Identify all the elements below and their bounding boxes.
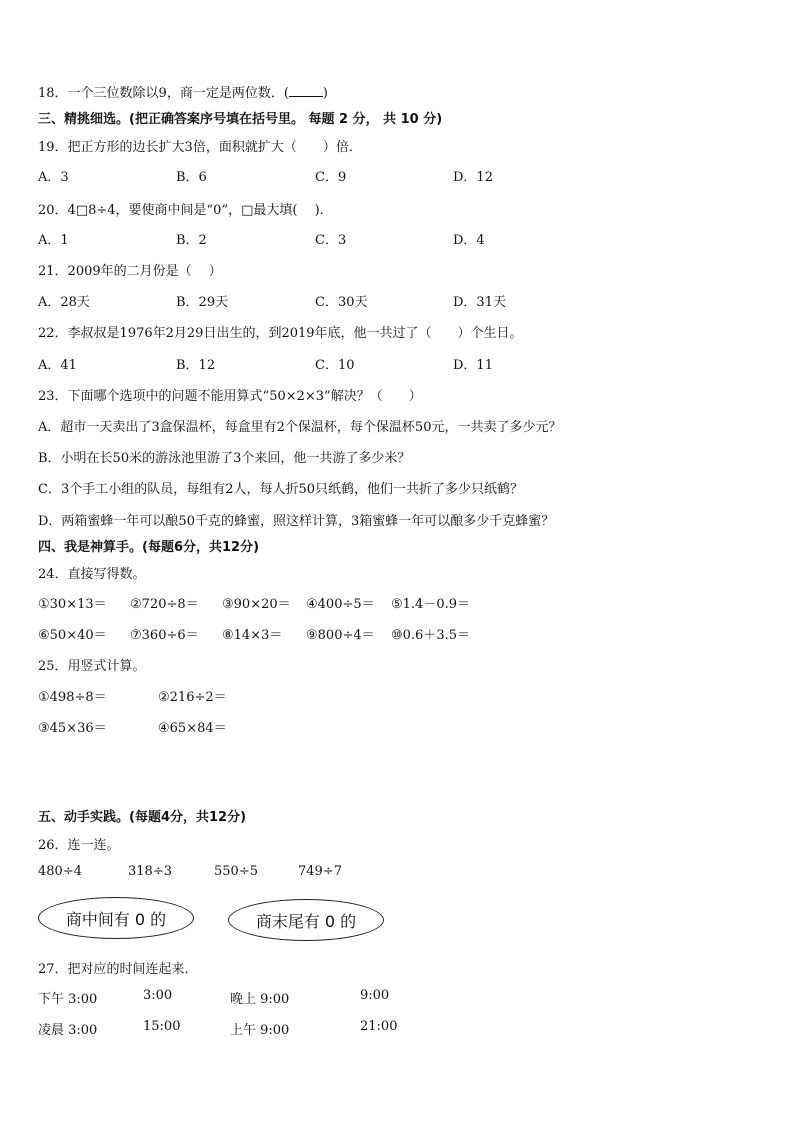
q25-item-2[interactable]: ②216÷2＝	[158, 690, 227, 705]
q23-option-a[interactable]: A．超市一天卖出了3盒保温杯，每盒里有2个保温杯，每个保温杯50元，一共卖了多少元？	[38, 420, 562, 435]
q27-time-4[interactable]: 9:00	[360, 988, 390, 1003]
section-3-heading: 三、精挑细选。(把正确答案序号填在括号里。 每题 2 分， 共 10 分)	[38, 112, 443, 127]
q19-option-b[interactable]: B．6	[176, 170, 207, 185]
question-18	[38, 82, 328, 101]
q26-expression-4[interactable]: 749÷7	[298, 864, 342, 879]
q21-option-a[interactable]: A．28天	[38, 295, 90, 310]
section-5-heading: 五、动手实践。(每题4分，共12分)	[38, 810, 247, 825]
q27-time-1[interactable]: 下午 3:00	[38, 992, 98, 1007]
question-25-stem: 25．用竖式计算。	[38, 659, 146, 674]
q22-option-b[interactable]: B．12	[176, 358, 216, 373]
q20-option-a[interactable]: A．1	[38, 233, 69, 248]
q24-item-9[interactable]: ⑨800÷4＝	[306, 628, 375, 643]
question-18-text: 18．一个三位数除以9，商一定是两位数．(	[38, 86, 289, 101]
q19-option-a[interactable]: A．3	[38, 170, 69, 185]
question-19-stem: 19．把正方形的边长扩大3倍，面积就扩大（ ）倍．	[38, 140, 362, 155]
q25-item-3[interactable]: ③45×36＝	[38, 721, 107, 736]
q24-item-4[interactable]: ④400÷5＝	[306, 597, 375, 612]
question-22-stem: 22．李叔叔是1976年2月29日出生的，到2019年底，他一共过了（ ）个生日。	[38, 326, 523, 341]
q24-item-2[interactable]: ②720÷8＝	[130, 597, 199, 612]
q27-time-7[interactable]: 上午 9:00	[230, 1023, 290, 1038]
q20-option-d[interactable]: D．4	[453, 233, 485, 248]
q22-option-a[interactable]: A．41	[38, 358, 77, 373]
q20-option-c[interactable]: C．3	[315, 233, 347, 248]
q25-item-4[interactable]: ④65×84＝	[158, 721, 227, 736]
q24-item-7[interactable]: ⑦360÷6＝	[130, 628, 199, 643]
quotient-middle-zero-ellipse[interactable]	[38, 897, 194, 939]
q19-option-c[interactable]: C．9	[315, 170, 347, 185]
question-18-close: )	[322, 86, 328, 101]
question-21-stem: 21．2009年的二月份是（ ）	[38, 264, 222, 279]
q21-option-d[interactable]: D．31天	[453, 295, 506, 310]
q27-time-8[interactable]: 21:00	[360, 1019, 398, 1034]
q27-time-3[interactable]: 晚上 9:00	[230, 992, 290, 1007]
question-23-stem: 23．下面哪个选项中的问题不能用算式“50×2×3”解决？（ ）	[38, 389, 422, 404]
q26-expression-1[interactable]: 480÷4	[38, 864, 82, 879]
q24-item-6[interactable]: ⑥50×40＝	[38, 628, 107, 643]
q24-item-1[interactable]: ①30×13＝	[38, 597, 107, 612]
q27-time-6[interactable]: 15:00	[143, 1019, 181, 1034]
q24-item-5[interactable]: ⑤1.4－0.9＝	[391, 597, 471, 612]
q21-option-c[interactable]: C．30天	[315, 295, 368, 310]
q24-item-8[interactable]: ⑧14×3＝	[222, 628, 283, 643]
q23-option-d[interactable]: D．两箱蜜蜂一年可以酿50千克的蜂蜜，照这样计算，3箱蜜蜂一年可以酿多少千克蜂蜜？	[38, 514, 555, 529]
q25-item-1[interactable]: ①498÷8＝	[38, 690, 107, 705]
question-26-stem: 26．连一连。	[38, 838, 120, 853]
q22-option-d[interactable]: D．11	[453, 358, 493, 373]
q26-expression-3[interactable]: 550÷5	[214, 864, 258, 879]
q26-expression-2[interactable]: 318÷3	[128, 864, 172, 879]
q22-option-c[interactable]: C．10	[315, 358, 355, 373]
q23-option-b[interactable]: B．小明在长50米的游泳池里游了3个来回，他一共游了多少米？	[38, 451, 411, 466]
question-20-stem: 20．4□8÷4，要使商中间是“0”，□最大填( ).	[38, 203, 324, 218]
ellipse-label-end-zero: 商末尾有 0 的	[255, 911, 357, 931]
q24-item-3[interactable]: ③90×20＝	[222, 597, 291, 612]
q19-option-d[interactable]: D．12	[453, 170, 493, 185]
q23-option-c[interactable]: C．3个手工小组的队员，每组有2人，每人折50只纸鹤，他们一共折了多少只纸鹤？	[38, 482, 524, 497]
q24-item-10[interactable]: ⑩0.6＋3.5＝	[391, 628, 471, 643]
question-24-stem: 24．直接写得数。	[38, 567, 146, 582]
section-4-heading: 四、我是神算手。(每题6分，共12分)	[38, 540, 260, 555]
ellipse-label-middle-zero: 商中间有 0 的	[65, 909, 167, 929]
answer-blank[interactable]	[289, 84, 323, 97]
q20-option-b[interactable]: B．2	[176, 233, 207, 248]
quotient-end-zero-ellipse[interactable]	[228, 899, 384, 941]
q27-time-5[interactable]: 凌晨 3:00	[38, 1023, 98, 1038]
q21-option-b[interactable]: B．29天	[176, 295, 229, 310]
question-27-stem: 27．把对应的时间连起来．	[38, 962, 198, 977]
q27-time-2[interactable]: 3:00	[143, 988, 173, 1003]
